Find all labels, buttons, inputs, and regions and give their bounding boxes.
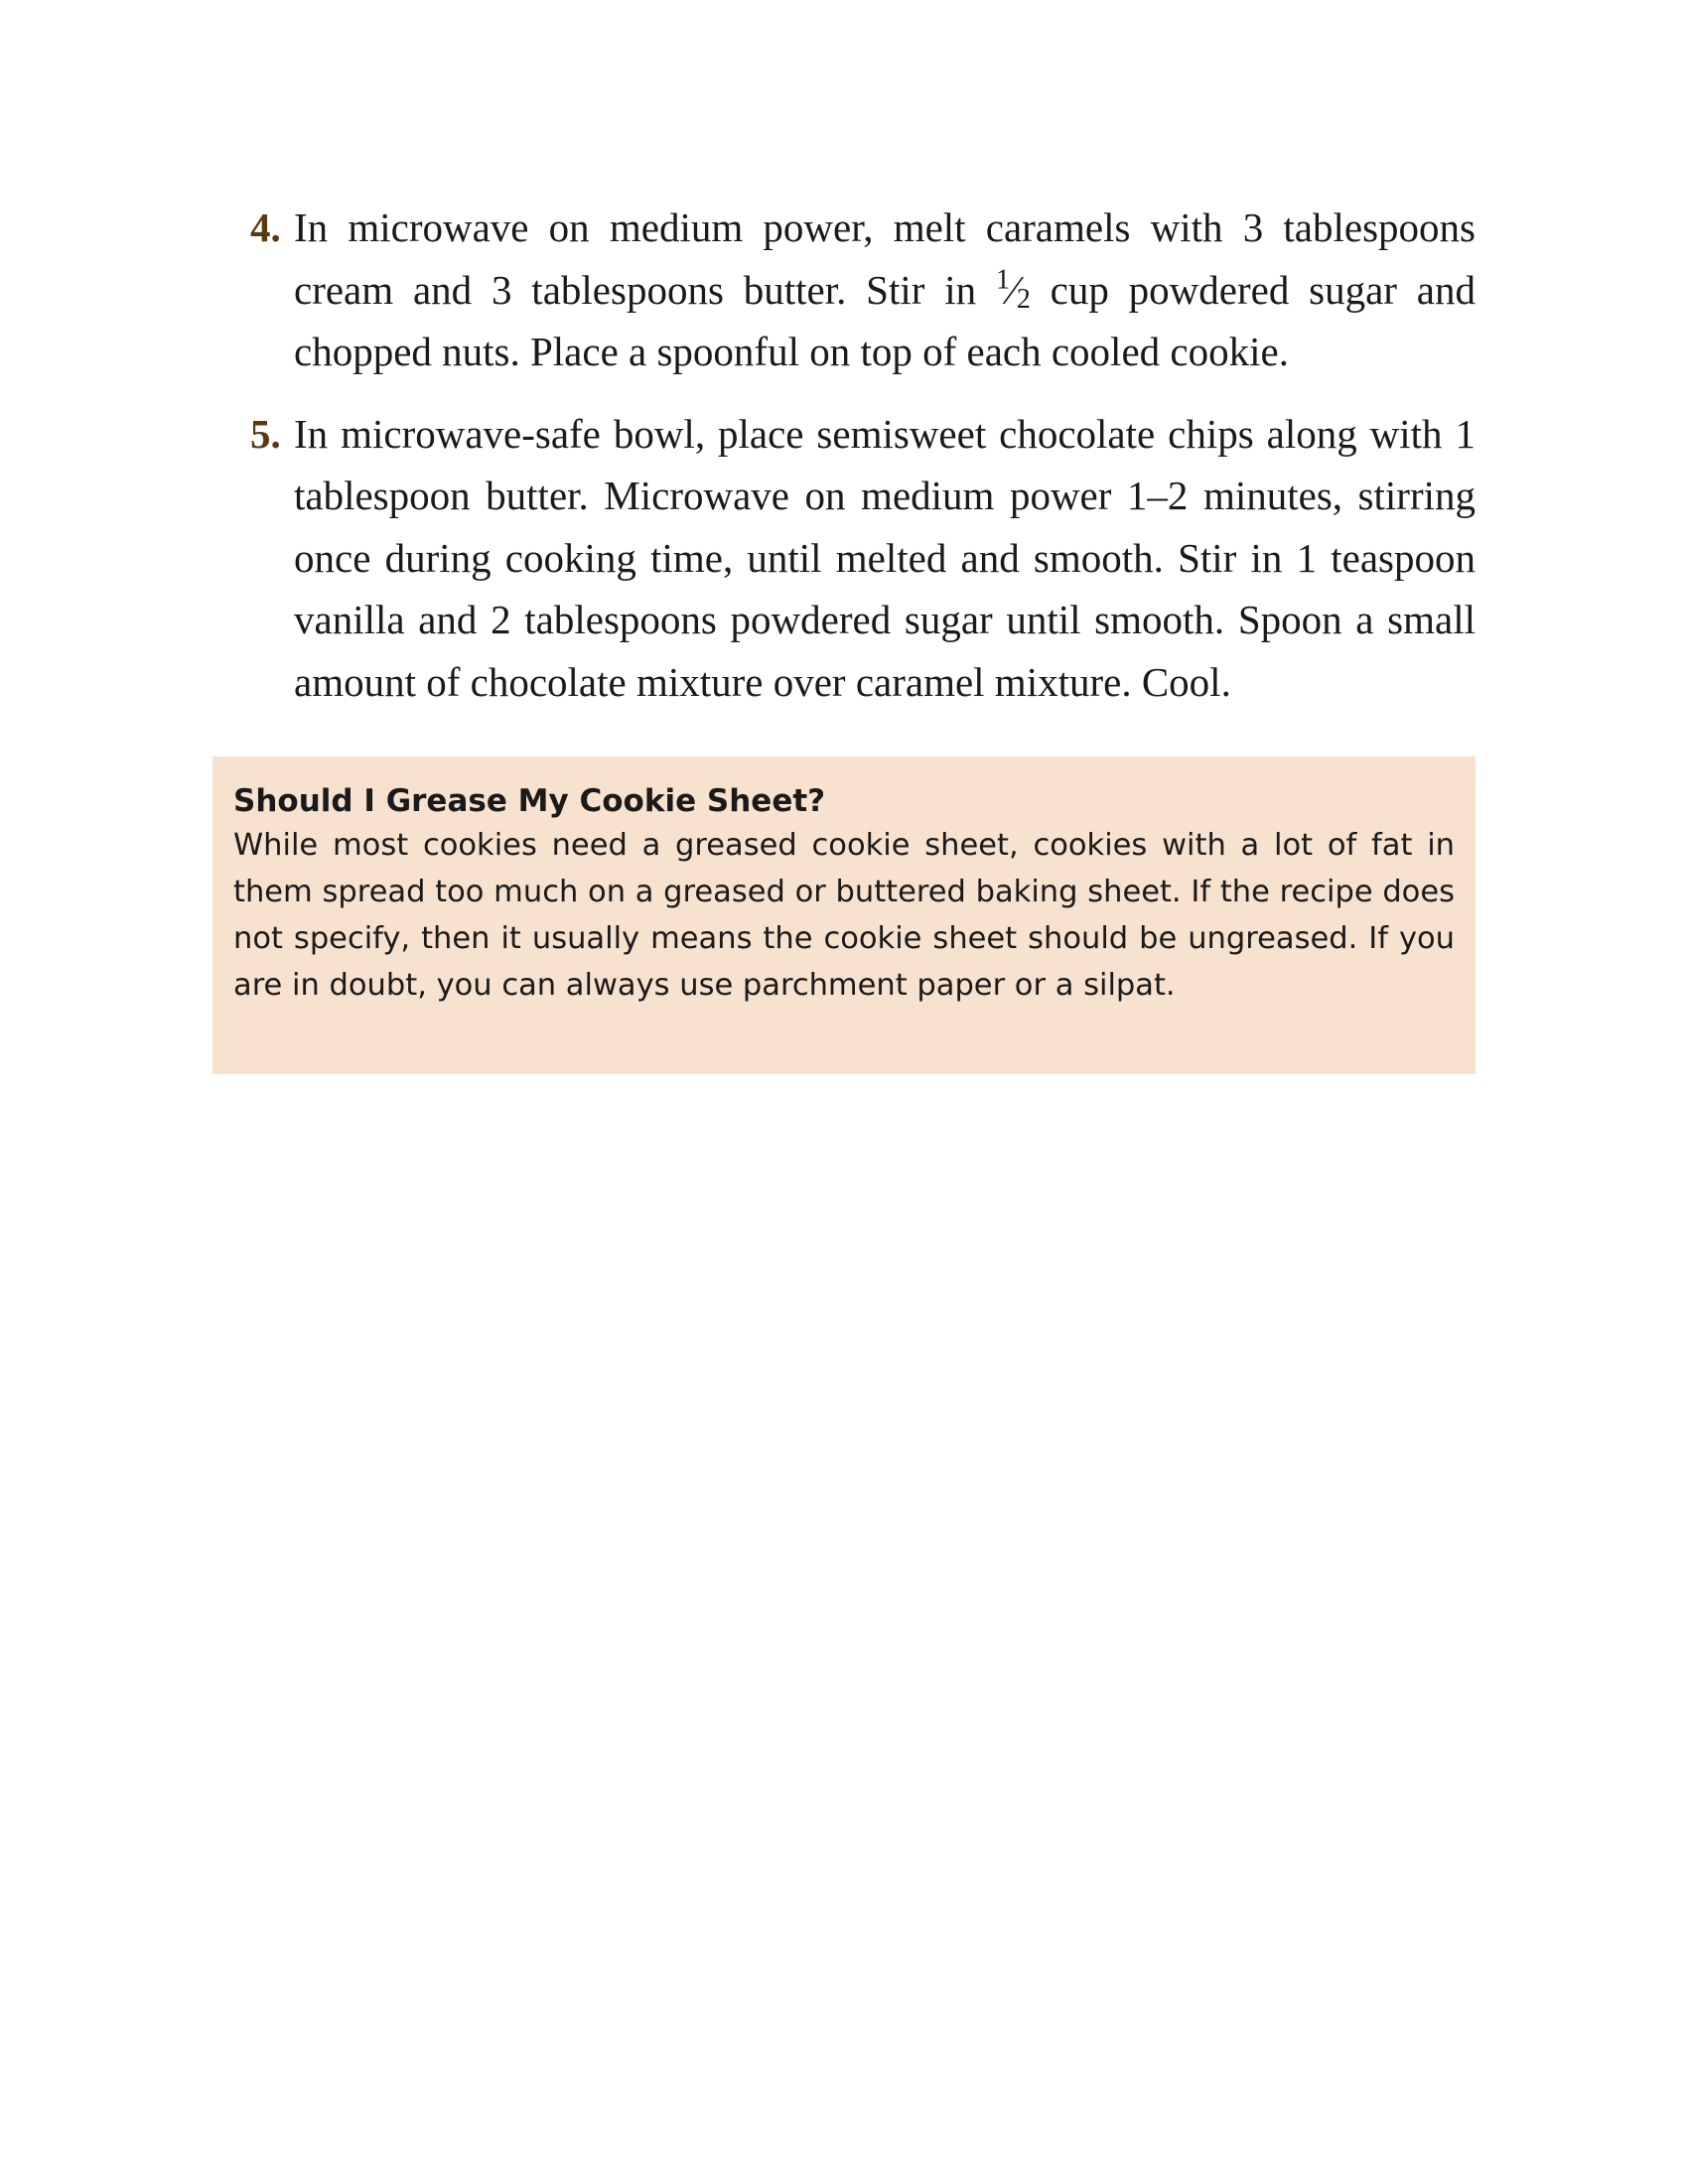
- recipe-step-4: [250, 197, 1476, 383]
- fraction-slash: ⁄: [1009, 266, 1017, 313]
- step-text-after-fraction: cup powdered sugar and chopped nuts. Place a spoonful on top of each cooled cookie.: [294, 266, 1476, 374]
- step-number: 5.: [250, 410, 281, 457]
- tip-callout-box: [212, 756, 1476, 1074]
- step-text-before-fraction: In microwave on medium power, melt caramels with 3 tablespoons cream and 3 tablespoons butter. Stir in: [294, 205, 1476, 313]
- recipe-steps-list: [250, 197, 1476, 713]
- step-number: 4.: [250, 205, 281, 250]
- fraction-numerator: 1: [995, 264, 1010, 296]
- fraction-one-half: [995, 264, 1031, 315]
- fraction-denominator: 2: [1016, 283, 1031, 315]
- step-text: In microwave-safe bowl, place semisweet chocolate chips along with 1 tablespoon butter. Microwave on medium power 1–2 minutes, stirring once during cooking time, until melted and smooth. Stir in 1 teaspoon vanilla and 2 tablespoons powdered sugar until smooth. Spoon a small amount of chocolate mixture over caramel mixture. Cool.: [294, 410, 1476, 705]
- tip-body: While most cookies need a greased cookie sheet, cookies with a lot of fat in them spread too much on a greased or buttered baking sheet. If the recipe does not specify, then it usually means the cookie sheet should be ungreased. If you are in doubt, you can always use parchment paper or a silpat.: [233, 828, 1455, 1003]
- recipe-step-5: [250, 403, 1476, 714]
- tip-title: Should I Grease My Cookie Sheet?: [233, 783, 826, 819]
